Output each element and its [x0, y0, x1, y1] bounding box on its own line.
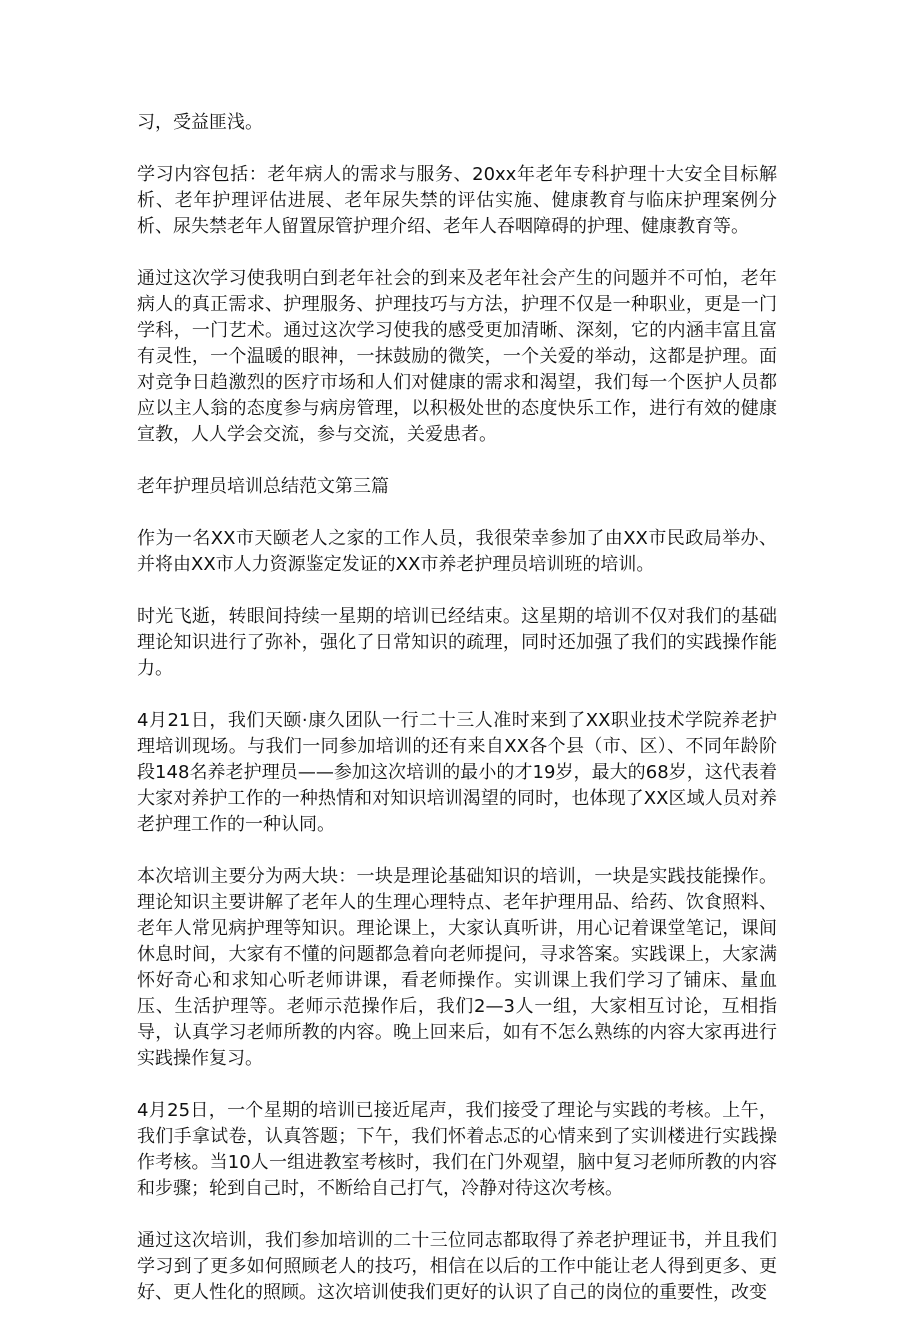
paragraph-learning-reflection: 通过这次学习使我明白到老年社会的到来及老年社会产生的问题并不可怕，老年病人的真正需求、护理服务、护理技巧与方法，护理不仅是一种职业，更是一门学科，一门艺术。通过这次学习使我的感受更加清晰、深刻，它的内涵丰富且富有灵性，一个温暖的眼神，一抹鼓励的微笑，一个关爱的举动，这都是护理。面对竞争日趋激烈的医疗市场和人们对健康的需求和渴望，我们每一个医护人员都应以主人翁的态度参与病房管理，以积极处世的态度快乐工作，进行有效的健康宣教，人人学会交流，参与交流，关爱患者。	[137, 268, 777, 445]
paragraph-continuation: 习，受益匪浅。	[137, 112, 263, 133]
paragraph-april-25: 4月25日，一个星期的培训已接近尾声，我们接受了理论与实践的考核。上午，我们手拿试卷，认真答题；下午，我们怀着忐忑的心情来到了实训楼进行实践操作考核。当10人一组进教室考核时，我们在门外观望，脑中复习老师所教的内容和步骤；轮到自己时，不断给自己打气，冷静对待这次考核。	[137, 1100, 777, 1199]
paragraph-april-21: 4月21日，我们天颐·康久团队一行二十三人准时来到了XX职业技术学院养老护理培训现场。与我们一同参加培训的还有来自XX各个县（市、区）、不同年龄阶段148名养老护理员——参加这次培训的最小的才19岁，最大的68岁，这代表着大家对养护工作的一种热情和对知识培训渴望的同时，也体现了XX区域人员对养老护理工作的一种认同。	[137, 710, 777, 835]
document-page	[137, 110, 777, 1332]
paragraph-learning-content: 学习内容包括：老年病人的需求与服务、20xx年老年专科护理十大安全目标解析、老年护理评估进展、老年尿失禁的评估实施、健康教育与临床护理案例分析、尿失禁老年人留置尿管护理介绍、老年人吞咽障碍的护理、健康教育等。	[137, 164, 777, 237]
section-heading: 老年护理员培训总结范文第三篇	[137, 476, 389, 497]
paragraph-conclusion: 通过这次培训，我们参加培训的二十三位同志都取得了养老护理证书，并且我们学习到了更多如何照顾老人的技巧，相信在以后的工作中能让老人得到更多、更好、更人性化的照顾。这次培训使我们更好的认识了自己的岗位的重要性，改变	[137, 1230, 777, 1303]
paragraph-training-overview: 时光飞逝，转眼间持续一星期的培训已经结束。这星期的培训不仅对我们的基础理论知识进行了弥补，强化了日常知识的疏理，同时还加强了我们的实践操作能力。	[137, 606, 777, 679]
paragraph-training-content: 本次培训主要分为两大块：一块是理论基础知识的培训，一块是实践技能操作。理论知识主要讲解了老年人的生理心理特点、老年护理用品、给药、饮食照料、老年人常见病护理等知识。理论课上，大家认真听讲，用心记着课堂笔记，课间休息时间，大家有不懂的问题都急着向老师提问，寻求答案。实践课上，大家满怀好奇心和求知心听老师讲课，看老师操作。实训课上我们学习了铺床、量血压、生活护理等。老师示范操作后，我们2—3人一组，大家相互讨论，互相指导，认真学习老师所教的内容。晚上回来后，如有不怎么熟练的内容大家再进行实践操作复习。	[137, 866, 777, 1069]
paragraph-introduction: 作为一名XX市天颐老人之家的工作人员，我很荣幸参加了由XX市民政局举办、并将由XX市人力资源鉴定发证的XX市养老护理员培训班的培训。	[137, 528, 777, 575]
